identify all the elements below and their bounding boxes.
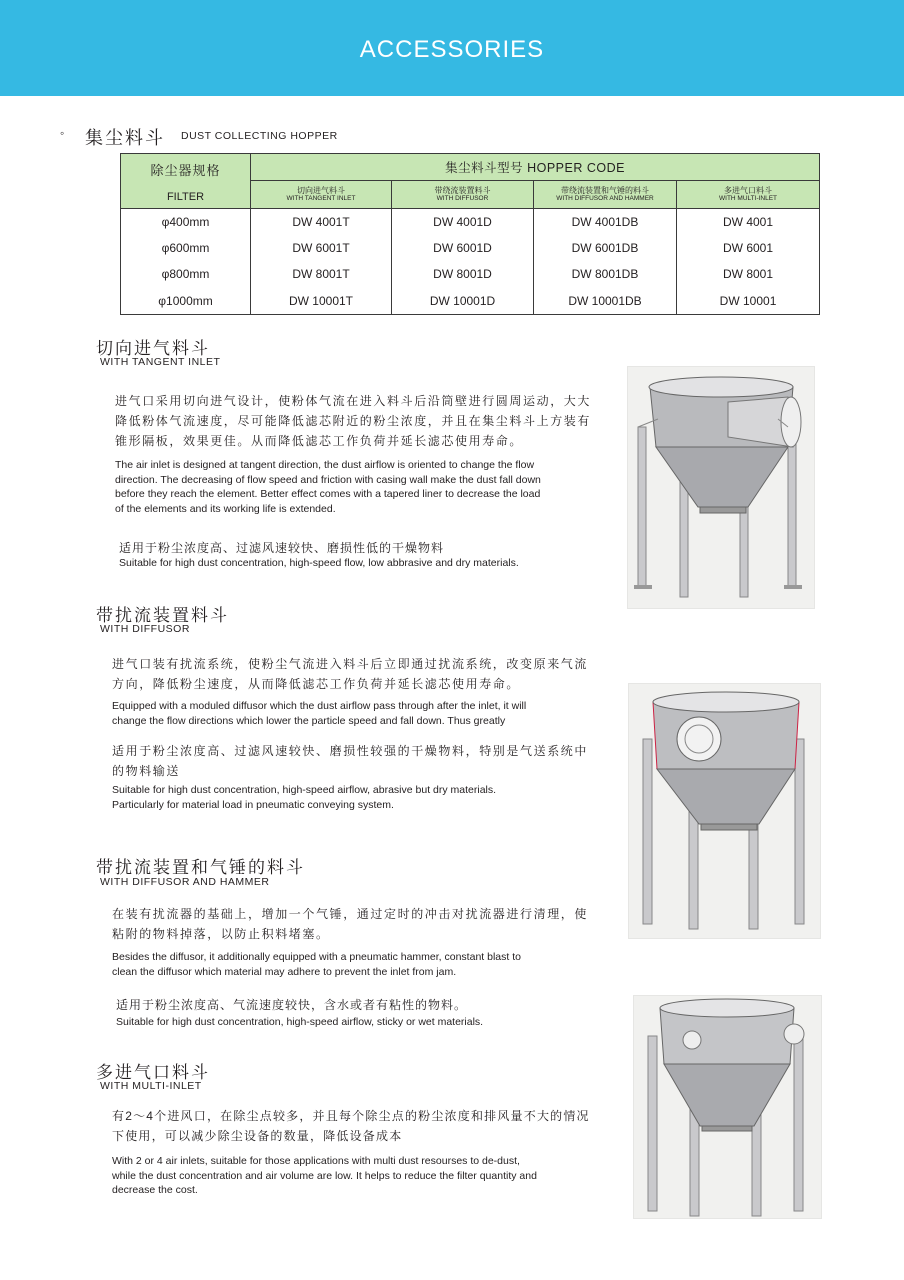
- page-title: ACCESSORIES: [359, 36, 545, 63]
- code-cell: DW 6001DB: [534, 235, 677, 261]
- hopper-code-table: [120, 153, 820, 315]
- filter-cell: φ600mm: [121, 235, 251, 261]
- multi-desc-zh: 有2～4个进风口，在除尘点较多，并且每个除尘点的粉尘浓度和排风量不大的情况 下使用，可以减少除尘设备的数量，降低设备成本: [112, 1109, 590, 1143]
- column-header: 切向进气料斗 WITH TANGENT INLET: [251, 181, 392, 208]
- filter-header-en: FILTER: [166, 191, 205, 203]
- hammer-title-zh: 带扰流装置和气锤的料斗: [96, 858, 305, 877]
- hammer-suit-en: Suitable for high dust concentration, high-speed airflow, sticky or wet materials.: [116, 1016, 484, 1028]
- tangent-desc-en: The air inlet is designed at tangent direction, the dust airflow is oriented to change the flow direction. The decreasing of flow speed and friction with casing wall make the dust fall down before they reach the element. Better effect comes with a tapered liner to decrease the load of the elements and its working life is extended.: [115, 459, 541, 515]
- tangent-suit-zh: 适用于粉尘浓度高、过滤风速较快、磨损性低的干燥物料: [119, 541, 445, 555]
- multi-title-zh: 多进气口料斗: [96, 1063, 210, 1082]
- column-header: 多进气口料斗 WITH MULTI-INLET: [677, 181, 820, 208]
- code-cell: DW 10001D: [392, 288, 534, 315]
- hammer-desc-en: Besides the diffusor, it additionally equipped with a pneumatic hammer, constant blast to clean the diffusor which material may adhere to prevent the inlet from jam.: [112, 951, 521, 978]
- hammer-title-en: WITH DIFFUSOR AND HAMMER: [100, 876, 270, 888]
- code-cell: DW 4001: [677, 208, 820, 235]
- hopper-drawing: [629, 684, 820, 938]
- code-cell: DW 8001D: [392, 261, 534, 287]
- section-title-zh: 集尘料斗: [85, 128, 165, 148]
- hopper-code-header: 集尘料斗型号 HOPPER CODE: [251, 154, 820, 181]
- tangent-title-zh: 切向进气料斗: [96, 339, 210, 358]
- filter-cell: φ400mm: [121, 208, 251, 235]
- code-cell: DW 4001D: [392, 208, 534, 235]
- code-cell: DW 10001DB: [534, 288, 677, 315]
- code-cell: DW 10001T: [251, 288, 392, 315]
- diffusor-title-zh: 带扰流装置料斗: [96, 606, 229, 625]
- code-cell: DW 6001D: [392, 235, 534, 261]
- diffusor-desc-zh: 进气口装有扰流系统，使粉尘气流进入料斗后立即通过扰流系统，改变原来气流 方向，降低粉尘速度，从而降低滤芯工作负荷并延长滤芯使用寿命。: [112, 657, 589, 691]
- multi-inlet-hopper-image: [633, 995, 822, 1219]
- code-cell: DW 6001T: [251, 235, 392, 261]
- header-banner: [0, 0, 904, 96]
- filter-cell: φ1000mm: [121, 288, 251, 315]
- code-cell: DW 6001: [677, 235, 820, 261]
- diffusor-suit-zh: 适用于粉尘浓度高、过滤风速较快、磨损性较强的干燥物料，特别是气送系统中 的物料输送: [112, 744, 589, 778]
- diffusor-title-en: WITH DIFFUSOR: [100, 623, 190, 635]
- code-cell: DW 4001T: [251, 208, 392, 235]
- table-row: [121, 208, 820, 235]
- hammer-desc-zh: 在装有扰流器的基础上，增加一个气锤，通过定时的冲击对扰流器进行清理，使 粘附的物料掉落，以防止积料堵塞。: [112, 907, 589, 941]
- tangent-title-en: WITH TANGENT INLET: [100, 356, 221, 368]
- code-cell: DW 10001: [677, 288, 820, 315]
- filter-header-zh: 除尘器规格: [150, 163, 221, 178]
- code-cell: DW 8001DB: [534, 261, 677, 287]
- multi-title-en: WITH MULTI-INLET: [100, 1080, 202, 1092]
- tangent-desc-zh: 进气口采用切向进气设计，使粉体气流在进入料斗后沿筒壁进行圆周运动，大大 降低粉体气流速度，尽可能降低滤芯附近的粉尘浓度，并且在集尘料斗上方装有 锥形隔板，效果更佳。从而降低滤芯工作负荷并延长滤芯使用寿命。: [115, 394, 592, 448]
- column-header: 带绕流装置和气锤的料斗 WITH DIFFUSOR AND HAMMER: [534, 181, 677, 208]
- hopper-drawing: [628, 367, 814, 608]
- code-cell: DW 8001: [677, 261, 820, 287]
- multi-desc-en: With 2 or 4 air inlets, suitable for those applications with multi dust resourses to de-dust, while the dust concentration and air volume are low. It helps to reduce the filter quantity and decrease the cost.: [112, 1155, 537, 1196]
- table-row: [121, 261, 820, 287]
- code-cell: DW 4001DB: [534, 208, 677, 235]
- tangent-hopper-image: [627, 366, 815, 609]
- filter-cell: φ800mm: [121, 261, 251, 287]
- table-row: [121, 288, 820, 315]
- hopper-drawing: [634, 996, 821, 1218]
- filter-header-cell: [121, 154, 251, 209]
- section-title-en: DUST COLLECTING HOPPER: [181, 130, 338, 142]
- diffusor-hopper-image: [628, 683, 821, 939]
- bullet-icon: ◦: [60, 126, 65, 140]
- code-cell: DW 8001T: [251, 261, 392, 287]
- table-row: [121, 235, 820, 261]
- column-header: 带绕流装置料斗 WITH DIFFUSOR: [392, 181, 534, 208]
- diffusor-desc-en: Equipped with a moduled diffusor which the dust airflow pass through after the inlet, it will change the flow directions which lower the particle speed and fall down. Thus greatly: [112, 700, 527, 727]
- tangent-suit-en: Suitable for high dust concentration, high-speed flow, low abbrasive and dry materials.: [119, 557, 519, 569]
- diffusor-suit-en: Suitable for high dust concentration, high-speed airflow, abrasive but dry materials. Particularly for material load in pneumatic conveying system.: [112, 784, 497, 811]
- hammer-suit-zh: 适用于粉尘浓度高、气流速度较快，含水或者有粘性的物料。: [116, 998, 468, 1012]
